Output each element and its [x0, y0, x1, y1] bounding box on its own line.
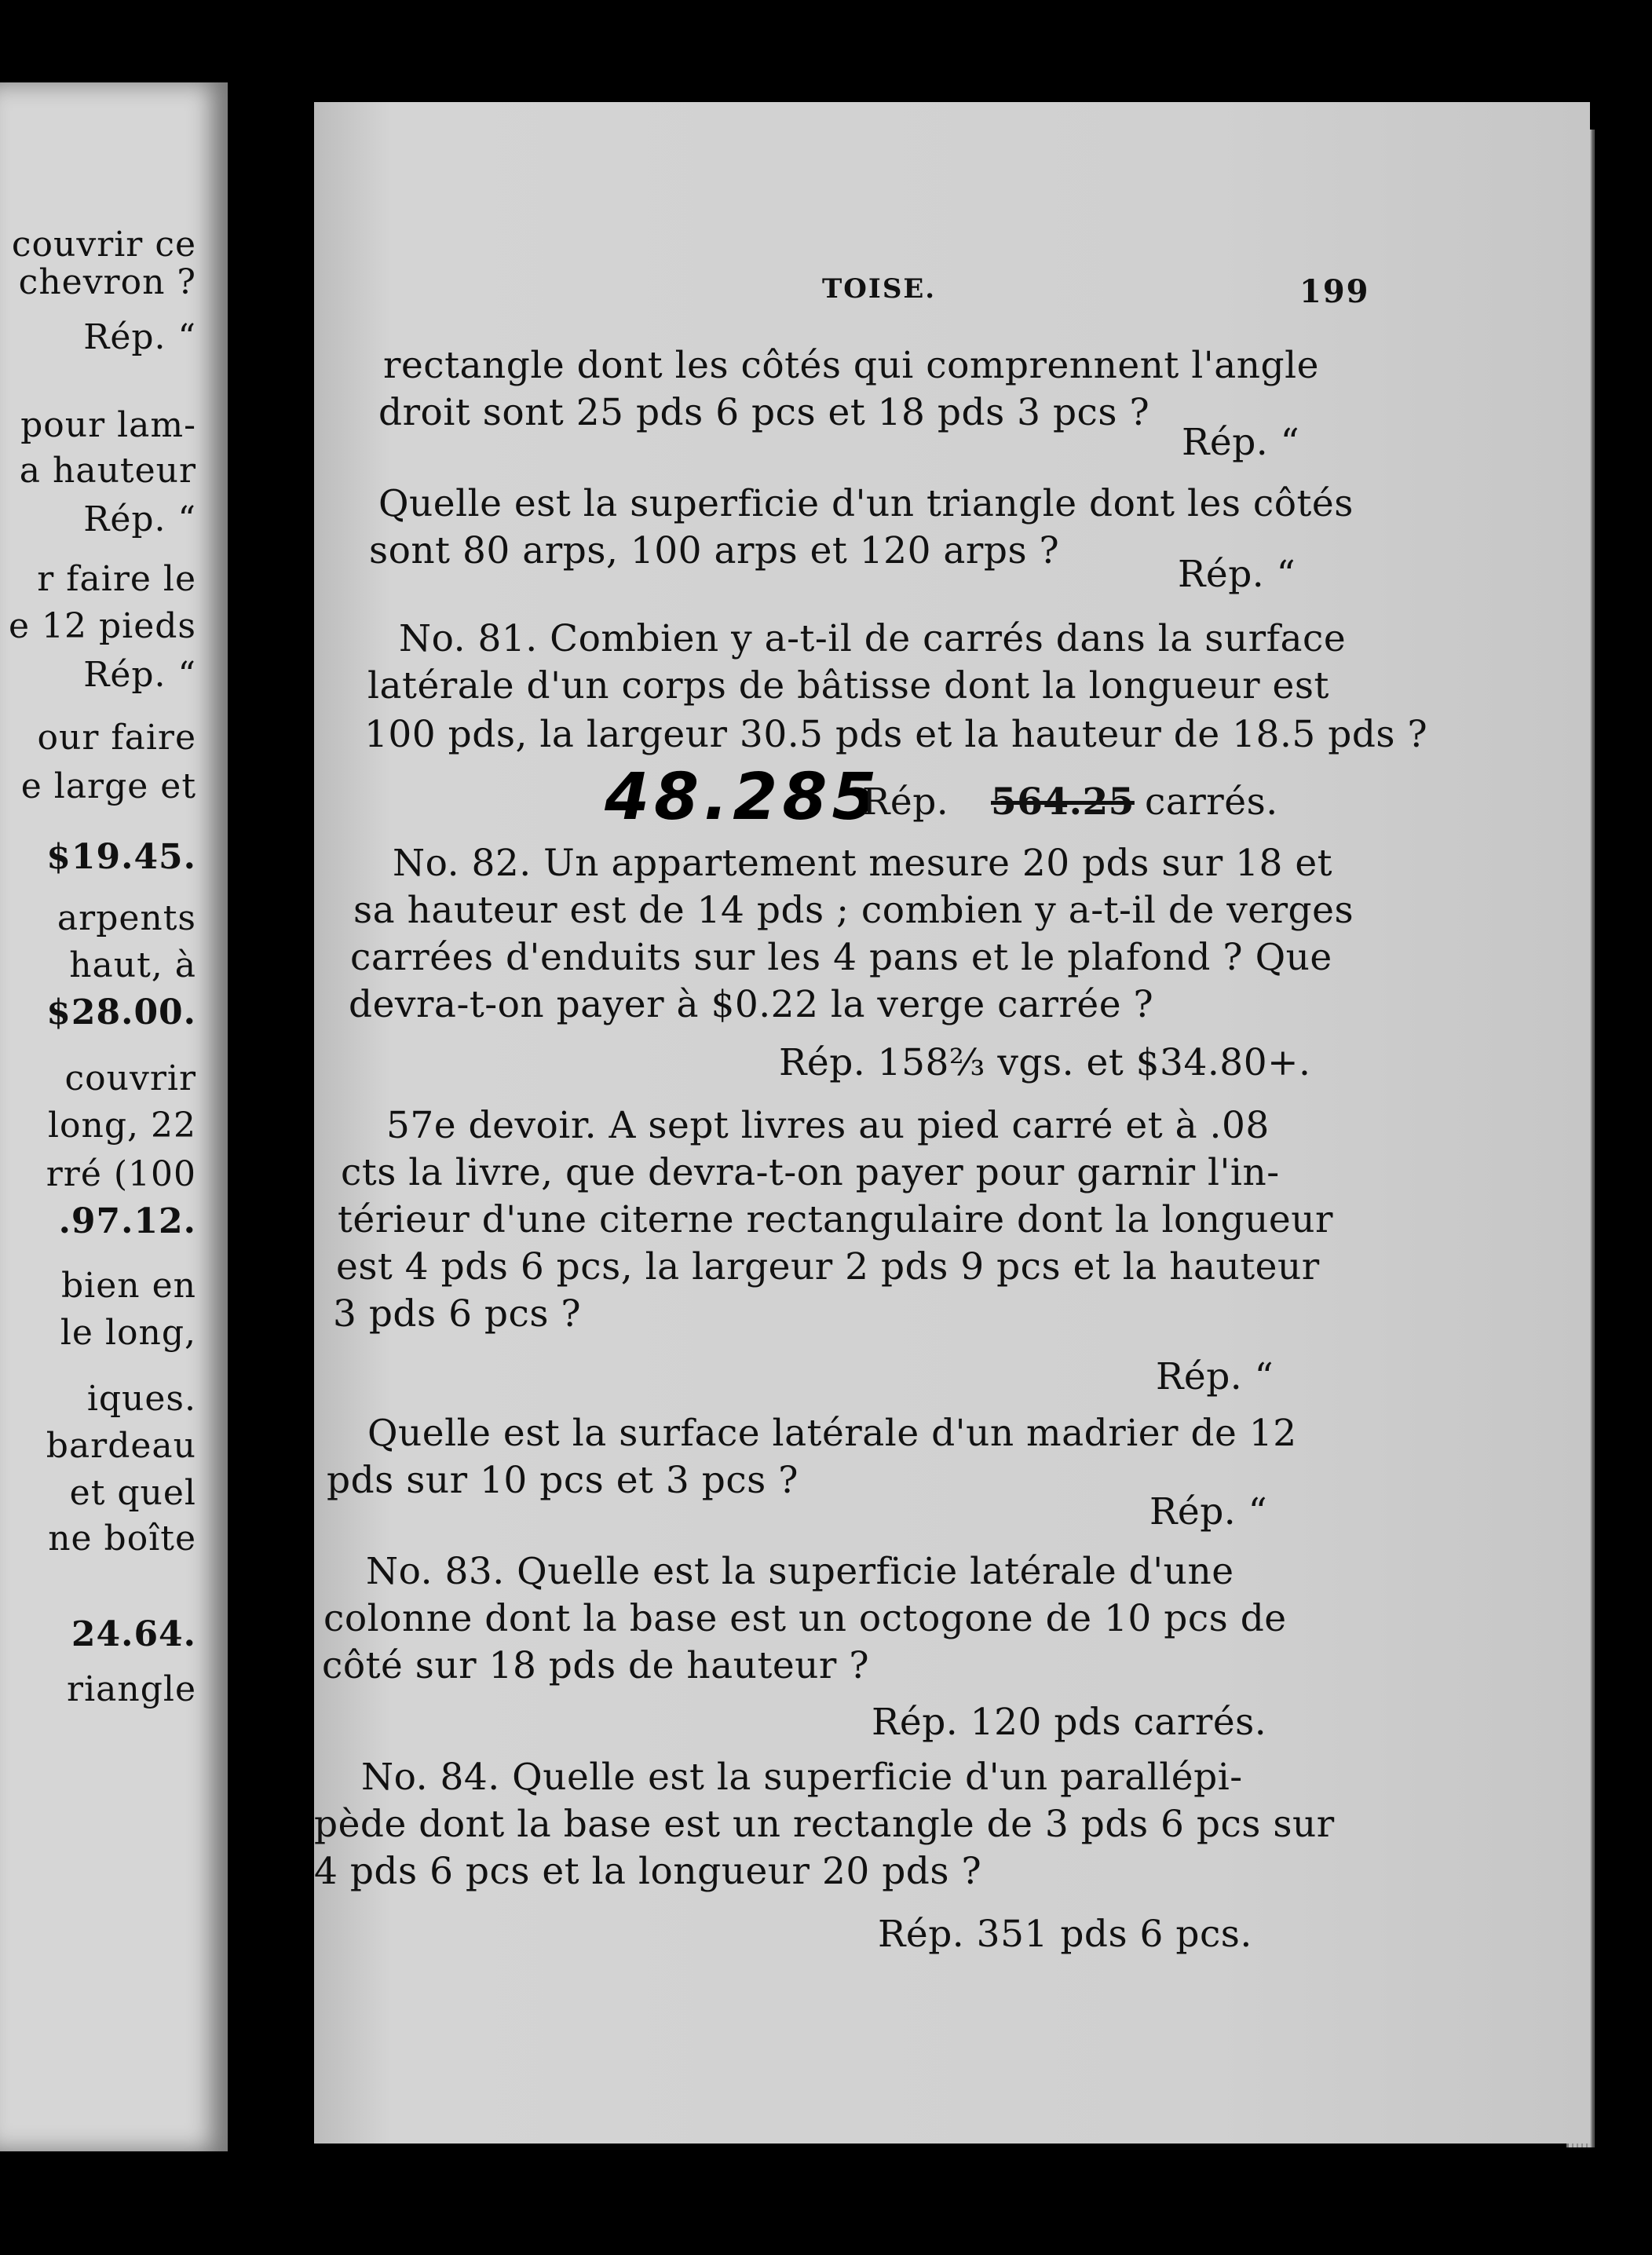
left-page-text-fragment: e 12 pieds: [8, 606, 196, 646]
text-line: térieur d'une citerne rectangulaire dont la longueur: [338, 1198, 1333, 1241]
page-number: 199: [1299, 273, 1370, 310]
left-page-text-fragment: le long,: [60, 1313, 196, 1353]
text-line: sont 80 arps, 100 arps et 120 arps ?: [369, 529, 1060, 572]
handwritten-annotation: 48.285: [605, 760, 882, 835]
left-page-text-fragment: couvrir ce: [11, 225, 196, 265]
text-line: 3 pds 6 pcs ?: [333, 1292, 582, 1336]
left-page-text-fragment: haut, à: [69, 945, 196, 985]
text-line: pède dont la base est un rectangle de 3 pds 6 pcs sur: [314, 1803, 1335, 1846]
text-line: No. 84. Quelle est la superficie d'un parallépi-: [361, 1756, 1243, 1799]
left-page-text-fragment: a hauteur: [19, 451, 196, 491]
left-page-text-fragment: arpents: [57, 898, 196, 938]
left-page-text-fragment: r faire le: [37, 559, 196, 599]
text-line: devra-t-on payer à $0.22 la verge carrée ?: [349, 983, 1154, 1026]
left-page-text-fragment: riangle: [67, 1669, 196, 1709]
struck-answer: 564.25: [991, 780, 1135, 824]
text-line: Quelle est la superficie d'un triangle dont les côtés: [378, 482, 1354, 525]
text-line: colonne dont la base est un octogone de 10 pcs de: [323, 1597, 1287, 1640]
text-line: latérale d'un corps de bâtisse dont la longueur est: [367, 664, 1329, 707]
left-page-text-fragment: Rép. “: [83, 317, 196, 357]
text-line: Quelle est la surface latérale d'un madrier de 12: [367, 1412, 1297, 1455]
left-page-text-fragment: couvrir: [64, 1058, 196, 1098]
left-page-text-fragment: chevron ?: [18, 262, 196, 302]
answer: Rép. 351 pds 6 pcs.: [878, 1913, 1252, 1956]
text-line: 4 pds 6 pcs et la longueur 20 pds ?: [314, 1850, 982, 1893]
left-page-text-fragment: .97.12.: [58, 1201, 196, 1241]
left-page-text-fragment: ne boîte: [48, 1519, 196, 1559]
text-line: droit sont 25 pds 6 pcs et 18 pds 3 pcs ?: [378, 391, 1150, 434]
text-line: est 4 pds 6 pcs, la largeur 2 pds 9 pcs et la hauteur: [336, 1245, 1320, 1288]
left-page-text-fragment: bien en: [61, 1266, 196, 1306]
text-line: rectangle dont les côtés qui comprennent l'angle: [383, 344, 1319, 387]
left-page-fragment: [0, 82, 228, 2151]
text-line: carrées d'enduits sur les 4 pans et le plafond ? Que: [350, 936, 1332, 979]
answer: Rép. “: [1182, 421, 1300, 464]
left-page-text-fragment: 24.64.: [71, 1614, 196, 1654]
text-line: No. 82. Un appartement mesure 20 pds sur 18 et: [393, 842, 1333, 885]
text-line: sa hauteur est de 14 pds ; combien y a-t-il de verges: [353, 889, 1354, 932]
text-line: côté sur 18 pds de hauteur ?: [322, 1644, 870, 1687]
answer: Rép. 158⅔ vgs. et $34.80+.: [779, 1041, 1311, 1084]
answer-label: Rép.: [862, 780, 949, 824]
text-line: No. 81. Combien y a-t-il de carrés dans la surface: [399, 617, 1347, 660]
answer: Rép. 120 pds carrés.: [872, 1701, 1267, 1744]
left-page-text-fragment: iques.: [86, 1379, 196, 1419]
answer-unit: carrés.: [1145, 780, 1278, 824]
text-line: pds sur 10 pcs et 3 pcs ?: [327, 1459, 799, 1502]
answer: Rép. “: [1178, 553, 1296, 596]
answer: Rép. “: [1149, 1490, 1268, 1533]
left-page-text-fragment: Rép. “: [83, 655, 196, 695]
left-page-text-fragment: bardeau: [46, 1426, 196, 1466]
text-line: 100 pds, la largeur 30.5 pds et la hauteur de 18.5 pds ?: [364, 713, 1428, 756]
left-page-text-fragment: long, 22: [47, 1106, 196, 1146]
left-page-text-fragment: pour lam-: [20, 405, 196, 445]
text-line: No. 83. Quelle est la superficie latérale d'une: [366, 1550, 1234, 1593]
running-header: TOISE.: [822, 273, 937, 305]
left-page-text-fragment: et quel: [69, 1473, 196, 1513]
left-page-text-fragment: our faire: [37, 718, 196, 758]
left-page-text-fragment: e large et: [20, 766, 196, 806]
page-199: [314, 102, 1590, 2144]
left-page-text-fragment: rré (100: [46, 1154, 196, 1194]
answer: Rép. “: [1156, 1355, 1274, 1398]
left-page-text-fragment: $19.45.: [46, 837, 196, 877]
text-line: 57e devoir. A sept livres au pied carré et à .08: [386, 1104, 1270, 1147]
left-page-text-fragment: Rép. “: [83, 499, 196, 539]
left-page-text-fragment: $28.00.: [46, 992, 196, 1032]
text-line: cts la livre, que devra-t-on payer pour garnir l'in-: [341, 1151, 1280, 1194]
